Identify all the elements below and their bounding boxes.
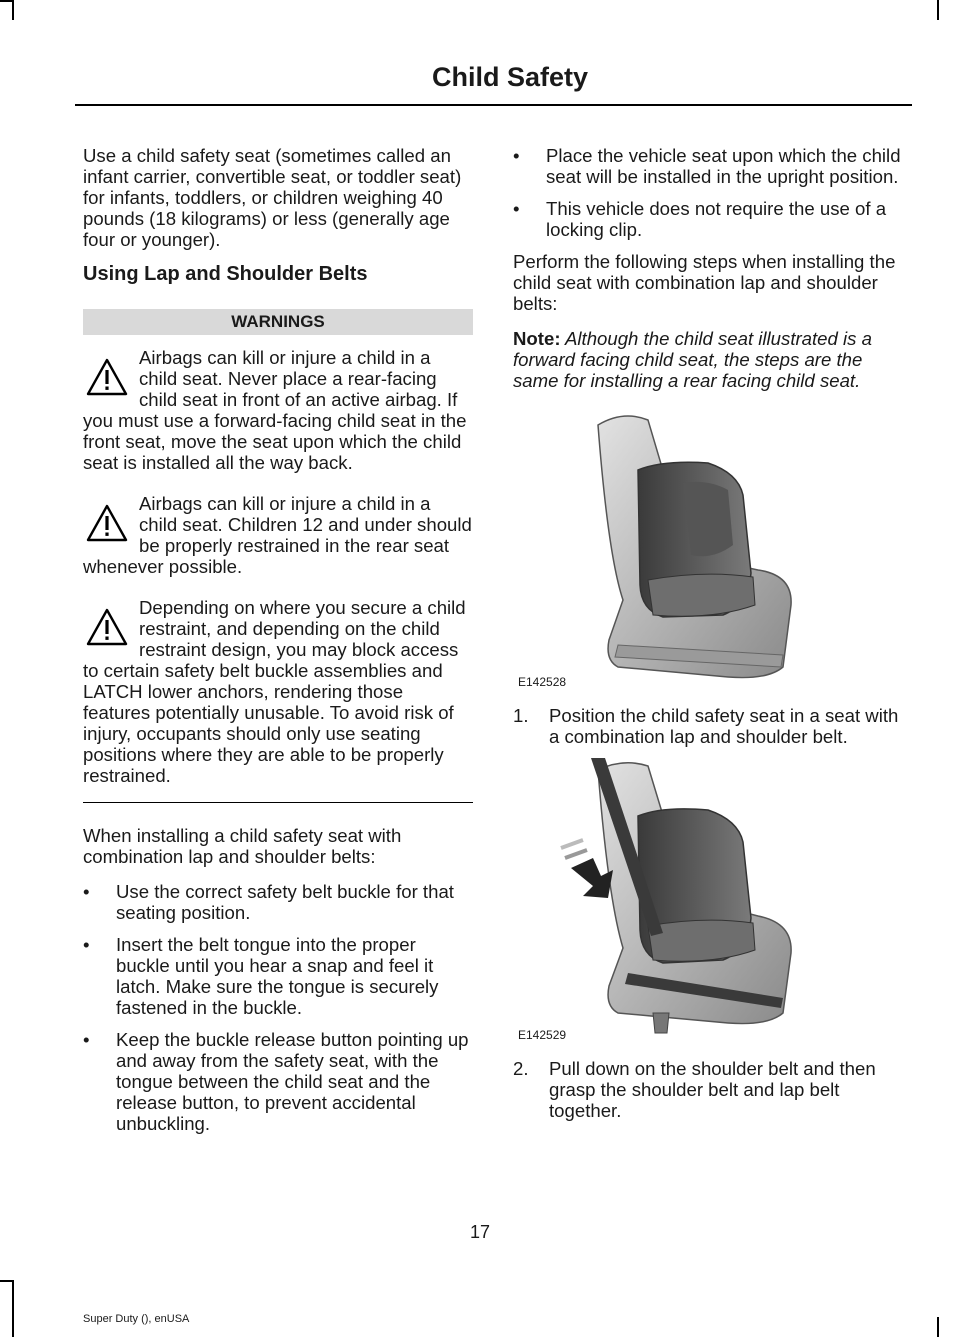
lead-paragraph: Perform the following steps when installing the child seat with combination lap and shoulder belts: [513,251,896,314]
page-title: Child Safety [431,62,588,92]
step-item: 1. Position the child safety seat in a seat with a combination lap and shoulder belt. [513,705,899,747]
note-paragraph [513,328,905,391]
crop-mark [937,1317,939,1337]
warning-text: Airbags can kill or injure a child in a child seat. Never place a rear-facing child seat in front of an active airbag. If you must use a forward-facing child seat in the front seat, move the seat upon which the child seat is installed all the way back. [83,347,467,473]
list-item: • Insert the belt tongue into the proper buckle until you hear a snap and feel it latch. Make sure the tongue is securely fastened in the buckle. [83,934,439,1018]
step-number: 1. [513,705,529,726]
figure-child-seat [513,405,905,695]
list-item: • This vehicle does not require the use of a locking clip. [513,198,887,240]
warning-triangle-icon [85,357,129,397]
warning-triangle-icon [85,607,129,647]
section-heading: Using Lap and Shoulder Belts [83,263,368,285]
note-text: Although the child seat illustrated is a forward facing child seat, the steps are the same for installing a rear facing child seat. [513,328,872,391]
child-seat-belt-illustration [513,758,905,1048]
bullet: • [513,198,520,219]
step-number: 2. [513,1058,529,1079]
warning-text: Depending on where you secure a child restraint, and depending on the child restraint design, you may block access to certain safety belt buckle assemblies and LATCH lower anchors, rendering those features potentially unusable. To avoid risk of injury, occupants should only use seating positions where they are able to be properly restrained. [83,597,466,786]
left-column [83,145,473,1145]
list-item: • Use the correct safety belt buckle for that seating position. [83,881,454,923]
step-list [513,1058,905,1121]
step-item: 2. Pull down on the shoulder belt and then grasp the shoulder belt and lap belt together. [513,1058,876,1121]
figure-code: E142529 [518,1028,567,1042]
child-seat-illustration [513,405,905,695]
page-number: 17 [469,1222,491,1242]
figure-code: E142528 [518,675,567,689]
crop-mark [12,0,14,20]
list-item: • Place the vehicle seat upon which the child seat will be installed in the upright position. [513,145,901,187]
step-list [513,705,905,747]
warnings-heading: WARNINGS [83,309,473,335]
bullet: • [83,881,90,902]
intro-paragraph: Use a child safety seat (sometimes called an infant carrier, convertible seat, or toddler seat) for infants, toddlers, or children weighing 40 pounds (18 kilograms) or less (generally age four or younger). [83,145,462,250]
warning-item [83,493,473,577]
crop-mark [0,1280,13,1282]
bullet: • [513,145,520,166]
bullet-list [83,881,473,1134]
warning-triangle-icon [85,503,129,543]
figure-child-seat-belt [513,758,905,1048]
list-item: • Keep the buckle release button pointing up and away from the safety seat, with the tongue between the child seat and the release button, to prevent accidental unbuckling. [83,1029,469,1134]
footer-text: Super Duty (), enUSA [83,1313,190,1325]
header-rule [75,104,912,106]
warning-item [83,597,473,786]
warnings-end-rule [83,802,473,803]
crop-mark [937,0,939,20]
bullet: • [83,1029,90,1050]
bullet-list [513,145,905,240]
lead-paragraph: When installing a child safety seat with combination lap and shoulder belts: [83,825,402,867]
right-column [513,145,905,1132]
bullet: • [83,934,90,955]
note-label: Note: [513,328,561,349]
warning-text: Airbags can kill or injure a child in a child seat. Children 12 and under should be properly restrained in the rear seat whenever possible. [83,493,472,577]
crop-mark [12,1280,14,1337]
warning-item [83,347,473,473]
